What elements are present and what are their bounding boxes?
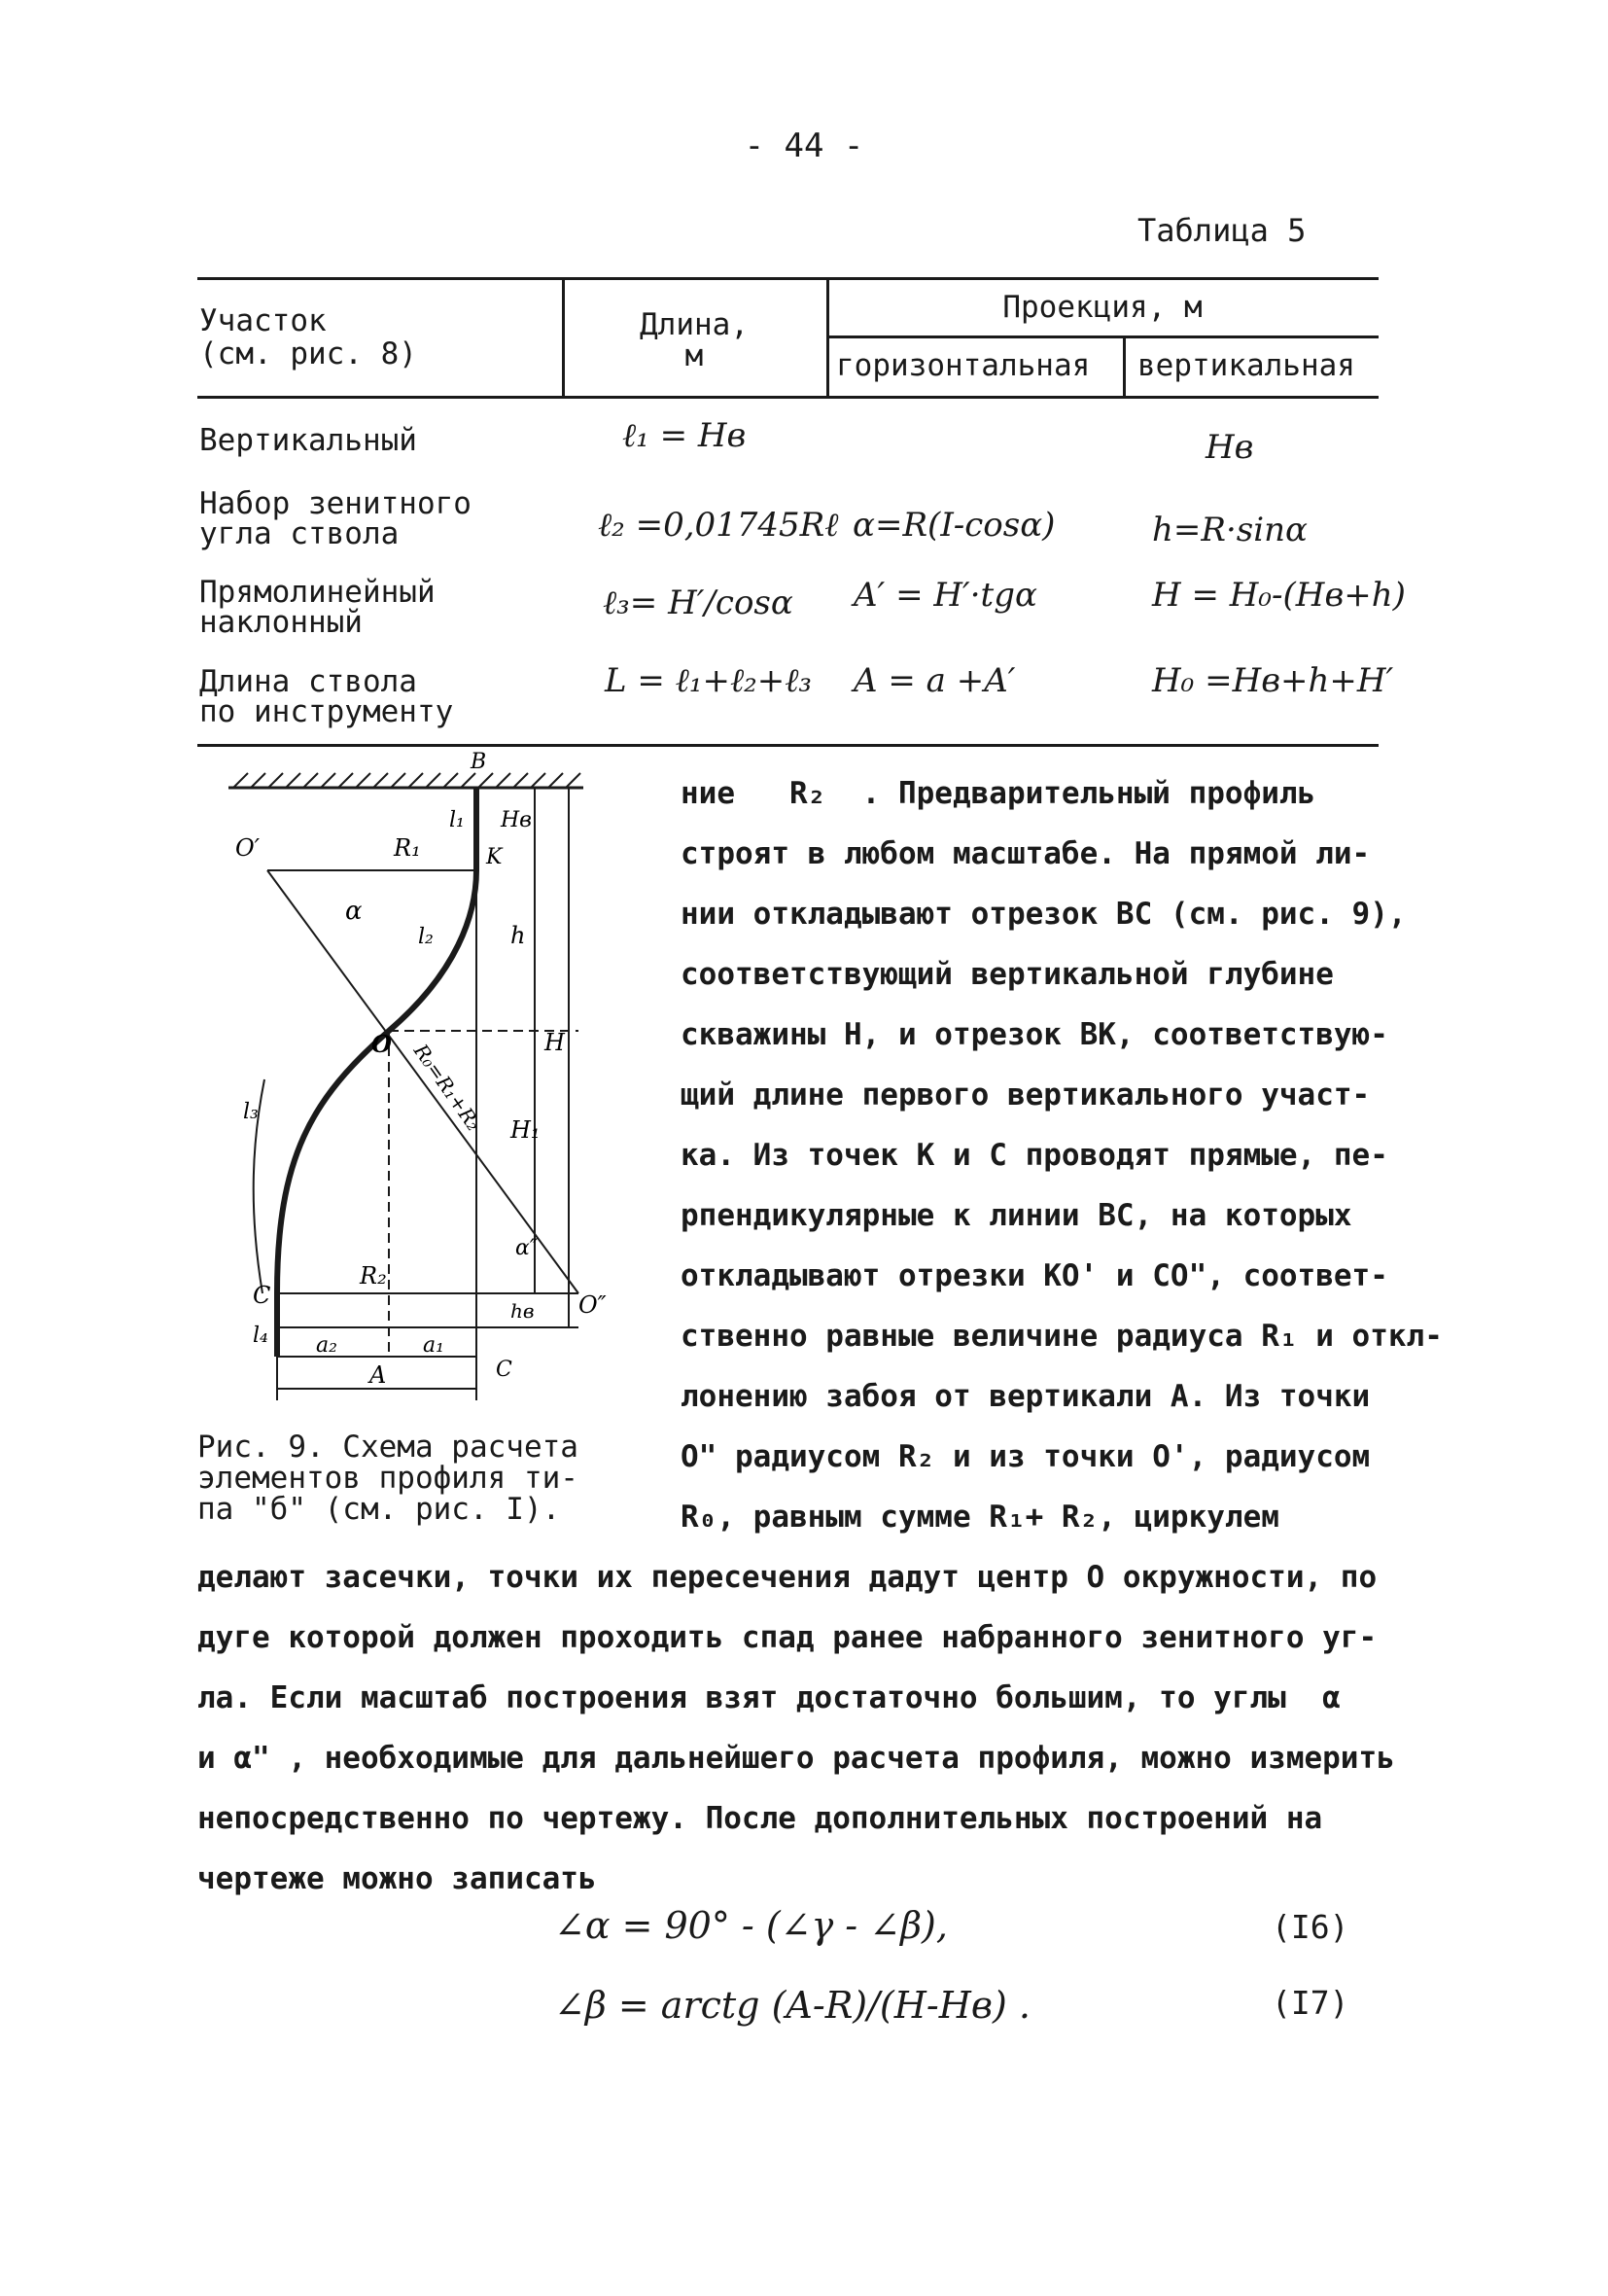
text-line: ственно равные величине радиуса R₁ и откл- xyxy=(681,1319,1443,1354)
row-2-horizontal: α=R(I-cosα) xyxy=(853,506,1056,545)
text-line: рпендикулярные к линии ВС, на которых xyxy=(681,1198,1352,1233)
label-l2: l₂ xyxy=(418,925,434,949)
equation-17-number: (I7) xyxy=(1272,1984,1349,2022)
text-line: делают засечки, точки их пересечения дадут центр О окружности, по xyxy=(197,1560,1378,1595)
row-3-label-line2: наклонный xyxy=(199,605,363,640)
label-alpha: α xyxy=(345,897,363,926)
text-line: строят в любом масштабе. На прямой ли- xyxy=(681,836,1371,871)
table-bottom-rule xyxy=(197,744,1379,747)
text-line: нии откладывают отрезок ВС (см. рис. 9), xyxy=(681,897,1407,932)
row-3-horizontal: A′ = H′·tgα xyxy=(854,576,1037,615)
text-line: непосредственно по чертежу. После дополнительных построений на xyxy=(197,1801,1323,1836)
equation-16-number: (I6) xyxy=(1272,1908,1349,1946)
label-hb-small: hв xyxy=(510,1299,535,1323)
row-4-length: L = ℓ₁+ℓ₂+ℓ₃ xyxy=(605,661,813,700)
header-length-line2: м xyxy=(684,338,704,373)
label-c-bottom: C xyxy=(496,1358,512,1382)
label-A: A xyxy=(369,1361,387,1389)
equation-17: ∠β = arctg (A-R)/(H-Hв) . xyxy=(554,1984,1031,2027)
text-line: лонению забоя от вертикали А. Из точки xyxy=(681,1379,1371,1414)
ground-hatching xyxy=(233,773,580,788)
row-4-horizontal: A = a +A′ xyxy=(854,661,1016,700)
label-H1: H₁ xyxy=(510,1116,541,1144)
row-4-label-line2: по инструменту xyxy=(199,694,454,729)
label-r1: R₁ xyxy=(394,834,421,862)
text-line: дуге которой должен проходить спад ранее набранного зенитного уг- xyxy=(197,1620,1378,1655)
table-col-divider-3 xyxy=(1123,336,1126,396)
header-vertical: вертикальная xyxy=(1137,348,1355,383)
table-top-rule xyxy=(197,277,1379,280)
header-projection: Проекция, м xyxy=(1002,290,1203,325)
table-projection-rule xyxy=(826,336,1379,338)
label-alpha2: α″ xyxy=(515,1236,539,1260)
profile-scheme-figure xyxy=(194,749,607,1430)
label-l1: l₁ xyxy=(449,808,465,832)
label-c: C xyxy=(253,1282,271,1309)
page-number: - 44 - xyxy=(744,126,864,165)
header-length-line1: Длина, xyxy=(640,307,749,342)
label-h: h xyxy=(510,922,526,949)
text-line: скважины Н, и отрезок ВК, соответствую- xyxy=(681,1017,1388,1052)
text-line: соответствующий вертикальной глубине xyxy=(681,957,1334,992)
row-2-label-line1: Набор зенитного xyxy=(199,486,472,521)
label-H: H xyxy=(544,1029,565,1056)
equation-16: ∠α = 90° - (∠γ - ∠β), xyxy=(554,1904,948,1947)
row-3-label-line1: Прямолинейный xyxy=(199,575,436,610)
row-4-label-line1: Длина ствола xyxy=(199,664,417,699)
figure-caption xyxy=(197,1431,615,1525)
text-line: откладывают отрезки КО' и СО", соответ- xyxy=(681,1258,1388,1293)
header-section-line1: Участок xyxy=(199,303,327,338)
row-2-length: ℓ₂ =0,01745Rℓ xyxy=(598,506,839,545)
text-line: О" радиусом R₂ и из точки О', радиусом xyxy=(681,1439,1371,1474)
row-2-vertical: h=R·sinα xyxy=(1152,511,1308,549)
row-3-length: ℓ₃= H′/cosα xyxy=(603,583,793,622)
table-header-rule xyxy=(197,396,1379,399)
label-a2: a₂ xyxy=(316,1333,337,1358)
figure-caption-line2: элементов профиля ти- xyxy=(197,1461,578,1496)
text-line: ла. Если масштаб построения взят достаточно большим, то углы α xyxy=(197,1680,1341,1715)
header-section-line2: (см. рис. 8) xyxy=(199,336,417,371)
row-1-vertical: Hв xyxy=(1206,428,1254,467)
label-l3: l₃ xyxy=(243,1100,259,1124)
label-a1: a₁ xyxy=(423,1333,444,1358)
text-line: чертеже можно записать xyxy=(197,1861,597,1896)
figure-caption-line1: Рис. 9. Схема расчета xyxy=(197,1430,578,1465)
label-k: K xyxy=(486,845,503,869)
label-o1: O′ xyxy=(235,834,261,862)
table-caption: Таблица 5 xyxy=(1137,212,1307,249)
row-3-vertical: H = H₀-(Hв+h) xyxy=(1152,576,1406,615)
label-r0: R₀=R₁+R₂ xyxy=(408,1040,486,1136)
label-o: O xyxy=(371,1030,392,1058)
row-1-length: ℓ₁ = Hв xyxy=(622,416,747,455)
label-o2: O″ xyxy=(578,1291,607,1319)
row-1-label: Вертикальный xyxy=(199,423,417,458)
text-line: щий длине первого вертикального участ- xyxy=(681,1077,1371,1113)
label-l4: l₄ xyxy=(253,1324,268,1348)
label-b: B xyxy=(471,750,487,774)
text-line: R₀, равным сумме R₁+ R₂, циркулем xyxy=(681,1500,1279,1535)
label-hb: Hв xyxy=(501,808,532,832)
text-line: и α" , необходимые для дальнейшего расчета профиля, можно измерить xyxy=(197,1741,1395,1776)
text-line: ка. Из точек К и С проводят прямые, пе- xyxy=(681,1138,1388,1173)
text-line: ние R₂ . Предварительный профиль xyxy=(681,776,1316,811)
row-2-label-line2: угла ствола xyxy=(199,516,400,551)
label-r2: R₂ xyxy=(360,1262,387,1289)
figure-caption-line3: па "б" (см. рис. I). xyxy=(197,1492,561,1527)
header-horizontal: горизонтальная xyxy=(836,348,1091,383)
row-4-vertical: H₀ =Hв+h+H′ xyxy=(1152,661,1394,700)
